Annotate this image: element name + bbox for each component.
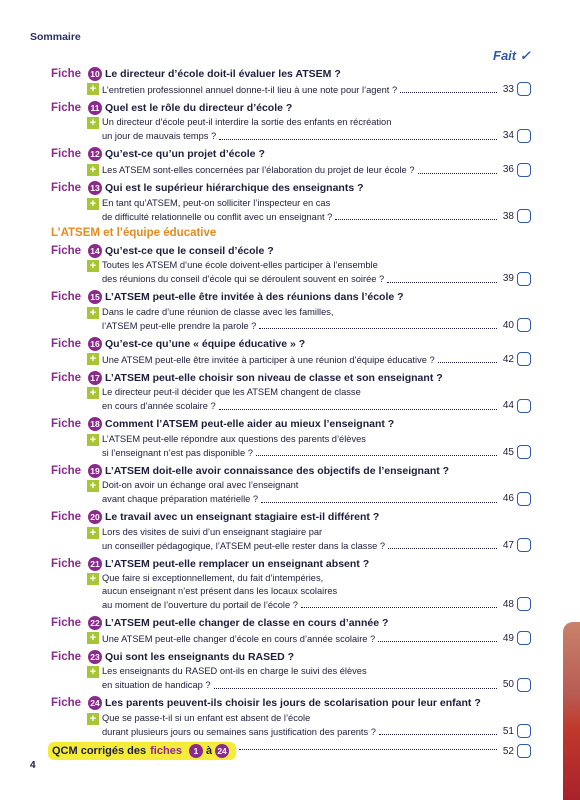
question-last-line bbox=[102, 129, 531, 143]
fiche-label: Fiche bbox=[51, 101, 82, 114]
fiche-label: Fiche bbox=[51, 557, 82, 570]
question-text bbox=[102, 386, 531, 413]
question-last-line bbox=[102, 538, 531, 552]
toc-entry bbox=[51, 336, 531, 366]
leader-dots bbox=[378, 641, 497, 642]
entry-question bbox=[87, 479, 531, 506]
entry-question bbox=[87, 82, 531, 96]
leader-dots bbox=[261, 502, 497, 503]
done-checkbox[interactable] bbox=[517, 445, 531, 459]
fiche-number-badge: 11 bbox=[88, 101, 102, 115]
fiche-number-badge: 24 bbox=[88, 696, 102, 710]
page-number-ref: 50 bbox=[502, 679, 514, 690]
entry-header bbox=[51, 463, 531, 478]
fiche-number-badge: 22 bbox=[88, 616, 102, 630]
fiche-label: Fiche bbox=[51, 371, 82, 384]
entry-question bbox=[87, 572, 531, 611]
leader-dots bbox=[418, 173, 498, 174]
page-number-ref: 48 bbox=[502, 598, 514, 610]
question-text bbox=[102, 479, 531, 506]
question-line: Une ATSEM peut-elle changer d’école en cours d’année scolaire ? bbox=[102, 633, 376, 644]
entry-title: Qu’est-ce que le conseil d’école ? bbox=[105, 244, 274, 257]
fiche-number-badge: 23 bbox=[88, 650, 102, 664]
fiche-label: Fiche bbox=[51, 67, 82, 80]
entry-question bbox=[87, 306, 531, 333]
plus-icon: + bbox=[87, 164, 99, 176]
page-number-ref: 33 bbox=[502, 83, 514, 95]
fiche-label: Fiche bbox=[51, 291, 82, 303]
leader-dots bbox=[335, 219, 497, 220]
question-text bbox=[102, 163, 531, 177]
page-number-ref: 42 bbox=[502, 353, 514, 365]
entry-title: Qui sont les enseignants du RASED ? bbox=[105, 650, 295, 663]
done-checkbox[interactable] bbox=[517, 492, 531, 506]
qcm-prefix: QCM corrigés des bbox=[52, 745, 147, 757]
fiche-label: Fiche bbox=[51, 244, 82, 257]
question-last-line bbox=[102, 445, 531, 459]
done-checkbox[interactable] bbox=[517, 352, 531, 366]
plus-icon: + bbox=[87, 713, 99, 725]
page-number-ref: 38 bbox=[502, 210, 514, 222]
qcm-page-number: 52 bbox=[502, 745, 514, 757]
question-last-line bbox=[102, 163, 531, 177]
fiche-number-badge: 15 bbox=[88, 290, 102, 304]
question-last-line bbox=[102, 597, 531, 611]
question-last-line bbox=[102, 272, 531, 286]
question-line: Les ATSEM sont-elles concernées par l’élaboration du projet de leur école ? bbox=[102, 165, 415, 175]
fiche-label: Fiche bbox=[51, 464, 82, 477]
question-last-line bbox=[102, 82, 531, 96]
fiche-number-badge: 12 bbox=[88, 147, 102, 161]
fiche-label: Fiche bbox=[51, 148, 82, 160]
page-number-ref: 45 bbox=[502, 446, 514, 458]
question-line: Toutes les ATSEM d’une école doivent-elles participer à l’ensemble bbox=[102, 260, 378, 270]
fiche-label: Fiche bbox=[51, 418, 82, 430]
toc-entry bbox=[51, 463, 531, 506]
entry-header bbox=[51, 100, 531, 115]
entry-question bbox=[87, 433, 531, 460]
leader-dots bbox=[438, 362, 497, 363]
fiche-number-badge: 19 bbox=[88, 464, 102, 478]
fiche-label: Fiche bbox=[51, 337, 82, 350]
question-text bbox=[102, 82, 531, 96]
done-checkbox[interactable] bbox=[517, 678, 531, 692]
done-checkbox[interactable] bbox=[517, 82, 531, 96]
question-line: Que faire si exceptionnellement, du fait d’intempéries, bbox=[102, 573, 324, 583]
entry-question bbox=[87, 163, 531, 177]
done-checkbox[interactable] bbox=[517, 724, 531, 738]
plus-icon: + bbox=[87, 632, 99, 644]
page-number-ref: 36 bbox=[502, 164, 514, 175]
fiche-number-badge: 17 bbox=[88, 371, 102, 385]
page-number: 4 bbox=[30, 760, 36, 771]
entry-header bbox=[51, 649, 531, 664]
entry-title: Le travail avec un enseignant stagiaire est-il différent ? bbox=[105, 511, 380, 523]
entry-title: Le directeur d’école doit-il évaluer les ATSEM ? bbox=[105, 67, 341, 80]
fiche-number-badge: 16 bbox=[88, 337, 102, 351]
plus-icon: + bbox=[87, 198, 99, 210]
plus-icon: + bbox=[87, 480, 99, 492]
plus-icon: + bbox=[87, 117, 99, 129]
entry-title: Les parents peuvent-ils choisir les jours de scolarisation pour leur enfant ? bbox=[105, 697, 481, 709]
question-line: Le directeur peut-il décider que les ATSEM changent de classe bbox=[102, 387, 361, 397]
page-number-ref: 34 bbox=[502, 130, 514, 141]
entry-header bbox=[51, 417, 531, 432]
fiche-label: Fiche bbox=[51, 697, 82, 709]
table-of-contents bbox=[51, 66, 531, 760]
question-line: En tant qu’ATSEM, peut-on solliciter l’inspecteur en cas bbox=[102, 197, 331, 208]
leader-dots bbox=[400, 92, 497, 93]
qcm-fiches-word: fiches bbox=[150, 745, 182, 757]
done-checkbox[interactable] bbox=[517, 538, 531, 552]
question-line: Dans le cadre d’une réunion de classe avec les familles, bbox=[102, 306, 334, 317]
question-line: des réunions du conseil d’école qui se déroulent souvent en soirée ? bbox=[102, 274, 385, 284]
toc-entry bbox=[51, 696, 531, 739]
entry-title: L’ATSEM doit-elle avoir connaissance des objectifs de l’enseignant ? bbox=[105, 464, 450, 477]
entry-title: Quel est le rôle du directeur d’école ? bbox=[105, 101, 293, 114]
entry-header bbox=[51, 370, 531, 385]
question-line: L’ATSEM peut-elle répondre aux questions des parents d’élèves bbox=[102, 433, 366, 444]
question-line: Une ATSEM peut-elle être invitée à participer à une réunion d’équipe éducative ? bbox=[102, 354, 435, 365]
question-text bbox=[102, 197, 531, 224]
done-checkbox[interactable] bbox=[517, 631, 531, 645]
question-line: l’ATSEM peut-elle prendre la parole ? bbox=[102, 320, 257, 331]
question-last-line bbox=[102, 631, 531, 645]
entry-question bbox=[87, 526, 531, 553]
entry-header bbox=[51, 336, 531, 351]
question-text bbox=[102, 631, 531, 645]
toc-entry bbox=[51, 181, 531, 224]
plus-icon: + bbox=[87, 666, 99, 678]
leader-dots bbox=[379, 734, 497, 735]
entry-question bbox=[87, 116, 531, 143]
leader-dots bbox=[214, 688, 497, 689]
page-number-ref: 47 bbox=[502, 539, 514, 551]
entry-question bbox=[87, 386, 531, 413]
entry-question bbox=[87, 665, 531, 692]
question-text bbox=[102, 712, 531, 739]
qcm-to-badge: 24 bbox=[215, 744, 229, 758]
done-column-label: Fait ✓ bbox=[493, 48, 531, 63]
entry-title: Comment l’ATSEM peut-elle aider au mieux l’enseignant ? bbox=[105, 418, 395, 430]
entry-title: L’ATSEM peut-elle choisir son niveau de classe et son enseignant ? bbox=[105, 371, 443, 384]
toc-entry bbox=[51, 147, 531, 177]
section-title: L’ATSEM et l’équipe éducative bbox=[51, 227, 217, 239]
question-text bbox=[102, 433, 531, 460]
question-line: durant plusieurs jours ou semaines sans justification des parents ? bbox=[102, 726, 376, 737]
plus-icon: + bbox=[87, 260, 99, 272]
page-number-ref: 46 bbox=[502, 493, 514, 504]
toc-entry bbox=[51, 649, 531, 692]
toc-entry bbox=[51, 290, 531, 333]
leader-dots bbox=[259, 328, 497, 329]
entry-header bbox=[51, 147, 531, 162]
toc-entry bbox=[51, 243, 531, 286]
fiche-number-badge: 18 bbox=[88, 417, 102, 431]
question-line: Que se passe-t-il si un enfant est absent de l’école bbox=[102, 712, 311, 723]
fiche-label: Fiche bbox=[51, 511, 82, 523]
question-text bbox=[102, 259, 531, 286]
question-last-line bbox=[102, 352, 531, 366]
entry-title: L’ATSEM peut-elle remplacer un enseignant absent ? bbox=[105, 557, 370, 570]
question-text bbox=[102, 572, 531, 611]
toc-entry bbox=[51, 510, 531, 553]
entry-title: Qu’est-ce qu’un projet d’école ? bbox=[105, 148, 265, 160]
leader-dots bbox=[388, 548, 497, 549]
fiche-number-badge: 14 bbox=[88, 244, 102, 258]
done-checkbox[interactable] bbox=[517, 318, 531, 332]
qcm-entry bbox=[51, 742, 531, 760]
entry-title: Qui est le supérieur hiérarchique des enseignants ? bbox=[105, 182, 364, 194]
question-line: Un directeur d’école peut-il interdire la sortie des enfants en récréation bbox=[102, 117, 392, 127]
page-number-ref: 40 bbox=[502, 319, 514, 331]
question-last-line bbox=[102, 399, 531, 413]
leader-dots bbox=[219, 409, 497, 410]
question-text bbox=[102, 116, 531, 143]
done-checkbox[interactable] bbox=[517, 272, 531, 286]
entry-header bbox=[51, 615, 531, 630]
question-line: un jour de mauvais temps ? bbox=[102, 131, 217, 141]
fiche-label: Fiche bbox=[51, 182, 82, 194]
toc-entry bbox=[51, 615, 531, 645]
fiche-number-badge: 10 bbox=[88, 67, 102, 81]
toc-entry bbox=[51, 100, 531, 143]
entry-header bbox=[51, 510, 531, 525]
question-line: un conseiller pédagogique, l’ATSEM peut-elle rester dans la classe ? bbox=[102, 540, 386, 551]
question-line: L’entretien professionnel annuel donne-t-il lieu à une note pour l’agent ? bbox=[102, 84, 398, 95]
question-line: au moment de l’ouverture du portail de l’école ? bbox=[102, 599, 298, 610]
entry-header bbox=[51, 556, 531, 571]
question-last-line bbox=[102, 678, 531, 692]
done-checkbox[interactable] bbox=[517, 744, 531, 758]
question-last-line bbox=[102, 209, 531, 223]
fiche-label: Fiche bbox=[51, 616, 82, 629]
qcm-highlight bbox=[48, 742, 236, 760]
question-text bbox=[102, 665, 531, 692]
question-line: en cours d’année scolaire ? bbox=[102, 401, 216, 411]
toc-entry bbox=[51, 556, 531, 611]
question-last-line bbox=[102, 724, 531, 738]
question-line: Lors des visites de suivi d’un enseignant stagiaire par bbox=[102, 526, 323, 537]
done-checkbox[interactable] bbox=[517, 399, 531, 413]
entry-question bbox=[87, 631, 531, 645]
leader-dots bbox=[239, 749, 497, 750]
question-line: Les enseignants du RASED ont-ils en charge le suivi des élèves bbox=[102, 666, 367, 676]
done-checkbox[interactable] bbox=[517, 209, 531, 223]
fiche-number-badge: 20 bbox=[88, 510, 102, 524]
qcm-mid: à bbox=[205, 745, 213, 757]
leader-dots bbox=[256, 455, 497, 456]
page-number-ref: 44 bbox=[502, 400, 514, 411]
entry-question bbox=[87, 712, 531, 739]
leader-dots bbox=[219, 139, 497, 140]
entry-question bbox=[87, 352, 531, 366]
plus-icon: + bbox=[87, 83, 99, 95]
page-number-ref: 39 bbox=[502, 273, 514, 284]
entry-question bbox=[87, 197, 531, 224]
entry-title: L’ATSEM peut-elle changer de classe en cours d’année ? bbox=[105, 616, 389, 629]
qcm-from-badge: 1 bbox=[189, 744, 203, 758]
plus-icon: + bbox=[87, 573, 99, 585]
entry-title: L’ATSEM peut-elle être invitée à des réunions dans l’école ? bbox=[105, 291, 404, 303]
question-text bbox=[102, 526, 531, 553]
question-last-line bbox=[102, 492, 531, 506]
entry-header bbox=[51, 290, 531, 305]
entry-header bbox=[51, 66, 531, 81]
question-line: si l’enseignant n’est pas disponible ? bbox=[102, 447, 253, 458]
done-checkbox[interactable] bbox=[517, 129, 531, 143]
entry-question bbox=[87, 259, 531, 286]
side-photo-image bbox=[563, 622, 580, 800]
question-line: Doit-on avoir un échange oral avec l’enseignant bbox=[102, 480, 299, 490]
question-text bbox=[102, 306, 531, 333]
leader-dots bbox=[301, 607, 497, 608]
entry-header bbox=[51, 181, 531, 196]
fiche-label: Fiche bbox=[51, 650, 82, 663]
done-checkbox[interactable] bbox=[517, 597, 531, 611]
question-line: en situation de handicap ? bbox=[102, 680, 211, 690]
toc-entry bbox=[51, 417, 531, 460]
leader-dots bbox=[387, 282, 497, 283]
entry-header bbox=[51, 696, 531, 711]
question-line: de difficulté relationnelle ou conflit avec un enseignant ? bbox=[102, 211, 333, 222]
page-title: Sommaire bbox=[30, 31, 81, 43]
toc-group-2 bbox=[51, 243, 531, 738]
plus-icon: + bbox=[87, 387, 99, 399]
page-number-ref: 49 bbox=[502, 632, 514, 644]
plus-icon: + bbox=[87, 527, 99, 539]
fiche-number-badge: 13 bbox=[88, 181, 102, 195]
page-number-ref: 51 bbox=[502, 725, 514, 737]
plus-icon: + bbox=[87, 353, 99, 365]
question-text bbox=[102, 352, 531, 366]
question-line: avant chaque préparation matérielle ? bbox=[102, 494, 259, 504]
plus-icon: + bbox=[87, 434, 99, 446]
toc-entry bbox=[51, 370, 531, 413]
toc-group-1 bbox=[51, 66, 531, 223]
entry-header bbox=[51, 243, 531, 258]
question-last-line bbox=[102, 318, 531, 332]
question-line: aucun enseignant n’est présent dans les locaux scolaires bbox=[102, 585, 338, 596]
entry-title: Qu’est-ce qu’une « équipe éducative » ? bbox=[105, 337, 306, 350]
done-checkbox[interactable] bbox=[517, 163, 531, 177]
fiche-number-badge: 21 bbox=[88, 557, 102, 571]
toc-entry bbox=[51, 66, 531, 96]
plus-icon: + bbox=[87, 307, 99, 319]
